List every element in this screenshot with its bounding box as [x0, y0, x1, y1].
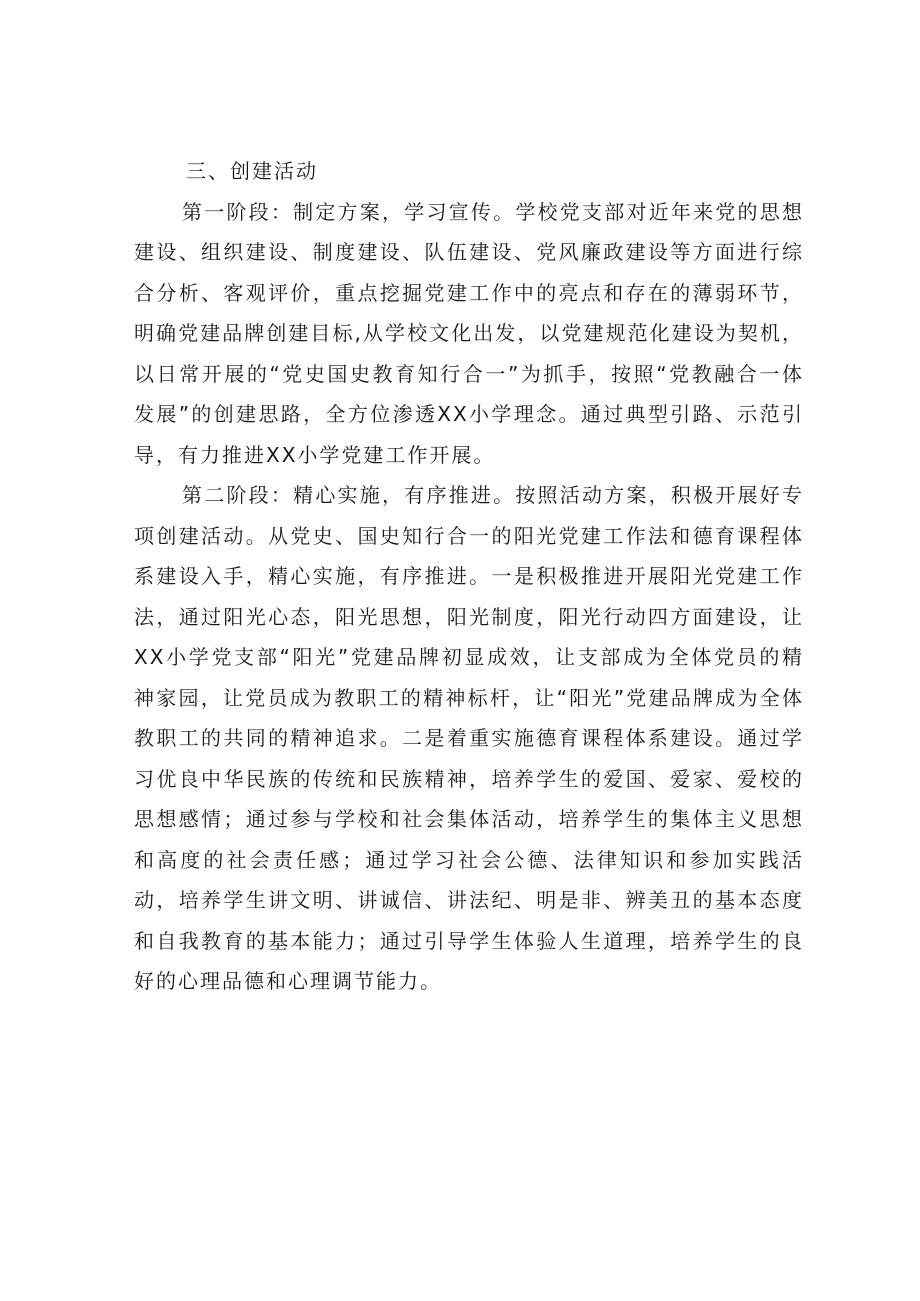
- document-body: [134, 151, 804, 1002]
- paragraph-stage-one: 第一阶段：制定方案，学习宣传。学校党支部对近年来党的思想建设、组织建设、制度建设、队伍建设、党风廉政建设等方面进行综合分析、客观评价，重点挖掘党建工作中的亮点和存在的薄弱环节，明确党建品牌创建目标,从学校文化出发，以党建规范化建设为契机，以日常开展的“党史国史教育知行合一”为抓手，按照“党教融合一体发展”的创建思路，全方位渗透XX小学理念。通过典型引路、示范引导，有力推进XX小学党建工作开展。: [134, 199, 804, 467]
- paragraph-stage-two: 第二阶段：精心实施，有序推进。按照活动方案，积极开展好专项创建活动。从党史、国史知行合一的阳光党建工作法和德育课程体系建设入手，精心实施，有序推进。一是积极推进开展阳光党建工作法，通过阳光心态，阳光思想，阳光制度，阳光行动四方面建设，让XX小学党支部“阳光”党建品牌初显成效，让支部成为全体党员的精神家园，让党员成为教职工的精神标杆，让“阳光”党建品牌成为全体教职工的共同的精神追求。二是着重实施德育课程体系建设。通过学习优良中华民族的传统和民族精神，培养学生的爱国、爱家、爱校的思想感情；通过参与学校和社会集体活动，培养学生的集体主义思想和高度的社会责任感；通过学习社会公德、法律知识和参加实践活动，培养学生讲文明、讲诚信、讲法纪、明是非、辨美丑的基本态度和自我教育的基本能力；通过引导学生体验人生道理，培养学生的良好的心理品德和心理调节能力。: [134, 483, 804, 993]
- section-heading: 三、创建活动: [186, 159, 318, 183]
